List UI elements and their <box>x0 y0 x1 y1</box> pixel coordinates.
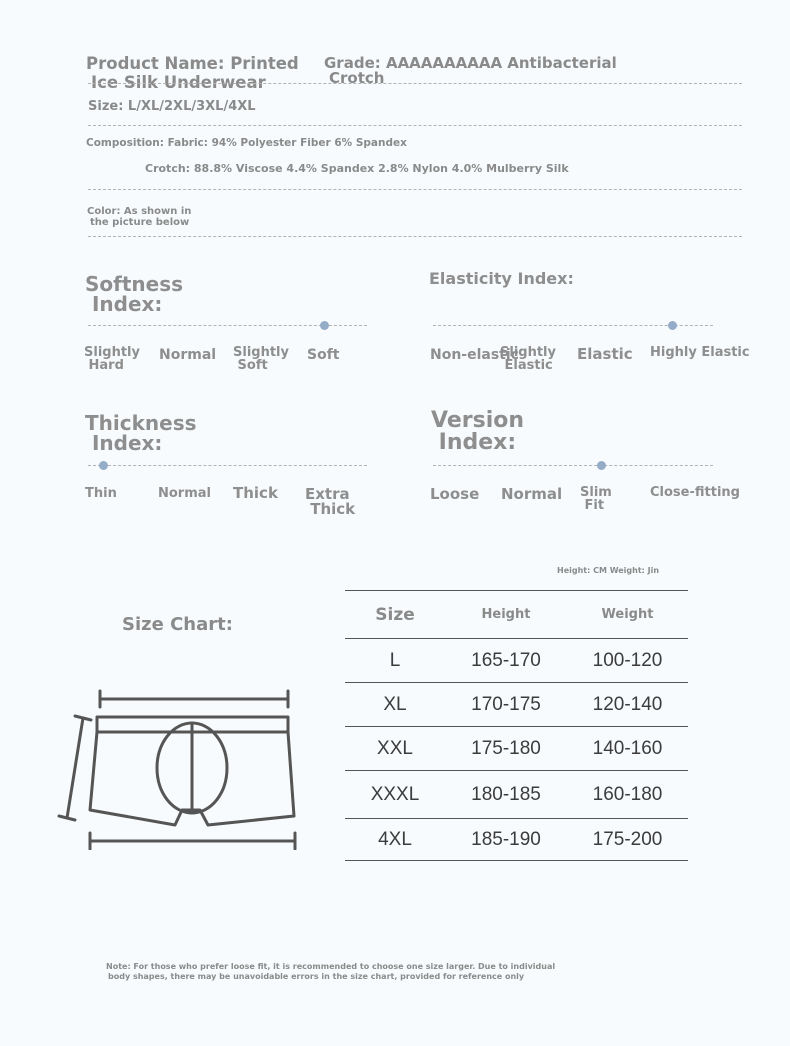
weight-cell: 120-140 <box>592 693 663 715</box>
divider <box>88 189 742 190</box>
thickness-option: Extra Thick <box>305 485 356 518</box>
version-option: Normal <box>501 485 563 503</box>
weight-cell: 175-200 <box>592 828 663 850</box>
product-name-line1: Product Name: Printed <box>86 54 299 73</box>
grade-line1: Grade: AAAAAAAAAA Antibacterial <box>324 54 617 72</box>
product-name-line2: Ice Silk Underwear <box>91 72 266 92</box>
elasticity-indicator <box>668 321 677 330</box>
units-note: Height: CM Weight: Jin <box>557 566 660 575</box>
underwear-diagram-icon <box>50 680 310 850</box>
elasticity-option: Elastic <box>577 345 633 363</box>
size-line: Size: L/XL/2XL/3XL/4XL <box>88 99 256 114</box>
weight-cell: 160-180 <box>592 783 663 805</box>
thickness-scale <box>88 465 367 466</box>
table-row <box>345 819 688 861</box>
size-table <box>345 590 688 861</box>
thickness-option: Thick <box>233 484 278 502</box>
version-indicator <box>597 461 606 470</box>
color-note <box>87 206 191 228</box>
color-line1: Color: As shown in <box>87 206 192 217</box>
size-cell: L <box>389 649 401 671</box>
divider <box>88 125 742 126</box>
size-cell: 4XL <box>378 828 412 850</box>
table-row <box>345 727 688 771</box>
version-title: Version Index: <box>431 408 525 455</box>
softness-title: Softness Index: <box>85 272 184 316</box>
table-row <box>345 771 688 819</box>
column-header: Size <box>375 604 415 625</box>
weight-cell: 140-160 <box>592 737 663 759</box>
column-header: Weight <box>601 607 654 622</box>
divider <box>88 236 742 237</box>
product-name <box>86 56 299 91</box>
column-header: Height <box>481 607 531 622</box>
height-cell: 175-180 <box>471 737 541 759</box>
thickness-option: Normal <box>158 486 211 501</box>
table-row <box>345 683 688 727</box>
softness-option: Normal <box>159 347 217 363</box>
softness-option: Soft <box>307 347 340 363</box>
height-cell: 180-185 <box>471 783 541 805</box>
thickness-title: Thickness Index: <box>85 411 197 455</box>
grade <box>324 56 617 86</box>
composition-fabric: Composition: Fabric: 94% Polyester Fiber 6% Spandex <box>86 137 407 149</box>
elasticity-option: Slightly Elastic <box>500 345 556 373</box>
height-cell: 165-170 <box>471 649 541 671</box>
height-cell: 170-175 <box>471 693 541 715</box>
footer-note-line2: body shapes, there may be unavoidable errors in the size chart, provided for reference only <box>108 971 525 981</box>
elasticity-option: Non-elastic <box>430 347 519 363</box>
elasticity-title: Elasticity Index: <box>429 269 574 288</box>
size-cell: XXXL <box>370 783 420 805</box>
size-chart-title: Size Chart: <box>122 614 233 635</box>
thickness-option: Thin <box>85 486 117 501</box>
version-option: Close-fitting <box>650 485 740 500</box>
footer-note <box>106 962 555 981</box>
version-option: Loose <box>430 485 480 503</box>
thickness-indicator <box>99 461 108 470</box>
table-row <box>345 639 688 683</box>
divider <box>88 83 742 84</box>
grade-line2: Crotch <box>329 69 385 87</box>
table-header-row <box>345 591 688 639</box>
height-cell: 185-190 <box>471 828 541 850</box>
composition-crotch: Crotch: 88.8% Viscose 4.4% Spandex 2.8% Nylon 4.0% Mulberry Silk <box>145 162 569 175</box>
softness-option: Slightly Soft <box>233 345 289 373</box>
size-cell: XXL <box>377 737 413 759</box>
version-scale <box>433 465 713 466</box>
softness-option: Slightly Hard <box>84 345 140 373</box>
color-line2: the picture below <box>90 217 190 228</box>
version-option: Slim Fit <box>580 485 612 513</box>
softness-indicator <box>320 321 329 330</box>
weight-cell: 100-120 <box>592 649 663 671</box>
footer-note-line1: Note: For those who prefer loose fit, it is recommended to choose one size larger. Due to individual <box>106 962 556 971</box>
size-cell: XL <box>383 693 407 715</box>
elasticity-option: Highly Elastic <box>650 345 750 360</box>
